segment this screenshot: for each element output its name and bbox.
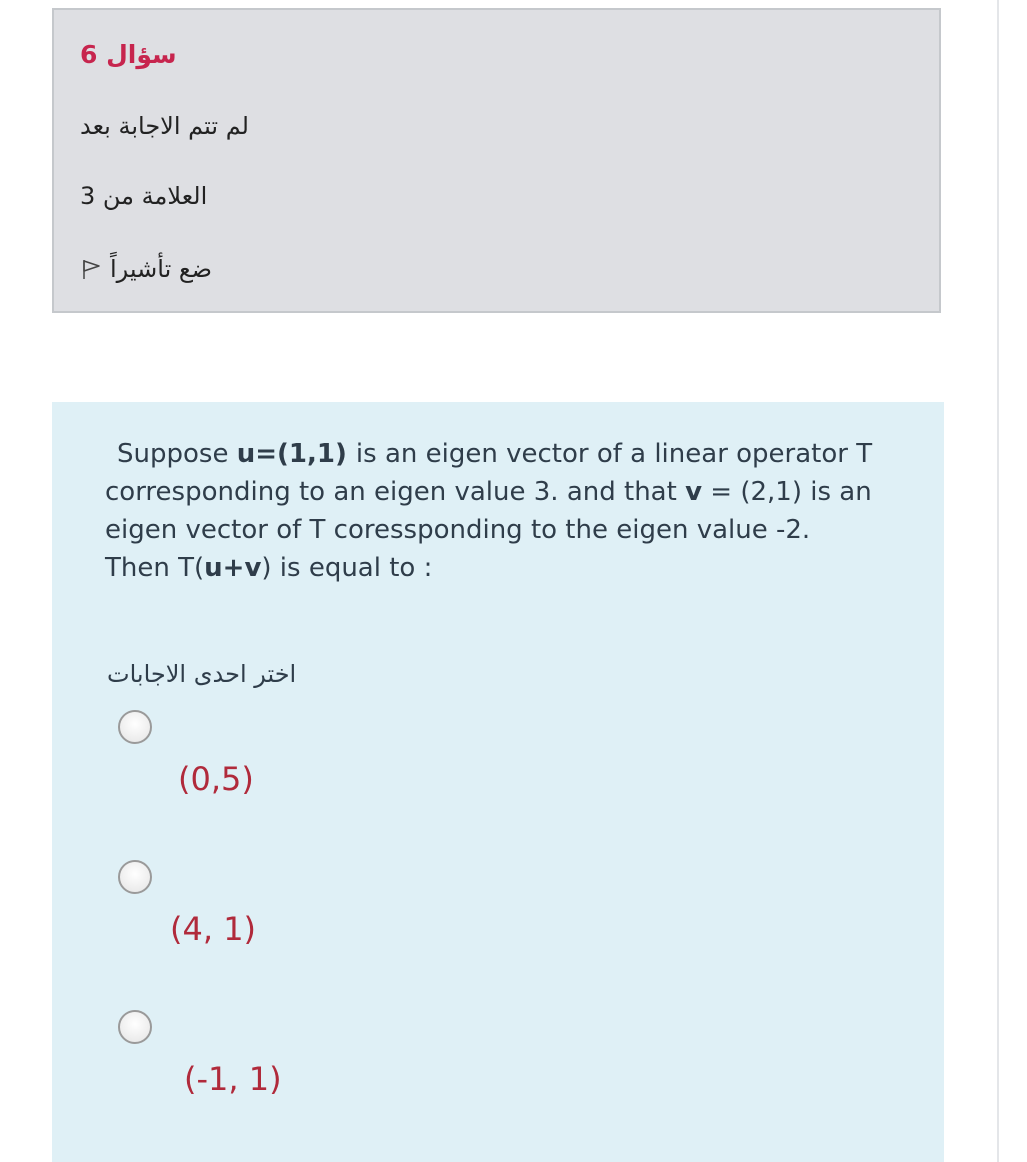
- answer-radio[interactable]: [118, 860, 152, 894]
- question-line-2: corresponding to an eigen value 3. and that v = (2,1) is an: [105, 477, 872, 507]
- question-line-3: eigen vector of T coressponding to the eigen value -2.: [105, 515, 811, 545]
- flag-question-label: ضع تأشيراً: [110, 255, 213, 283]
- vector-v: v: [685, 477, 703, 507]
- answer-option[interactable]: [118, 860, 418, 970]
- question-text: [105, 435, 895, 587]
- question-number: سؤال 6: [80, 40, 177, 69]
- answer-label[interactable]: (-1, 1): [184, 1060, 282, 1098]
- question-line-1: Suppose u=(1,1) is an eigen vector of a linear operator T: [117, 439, 873, 469]
- answer-radio[interactable]: [118, 1010, 152, 1044]
- question-state: لم تتم الاجابة بعد: [80, 112, 249, 140]
- flag-icon: [80, 258, 102, 280]
- answer-option[interactable]: [118, 1010, 418, 1120]
- vector-u: u: [236, 439, 256, 469]
- question-content-panel: [52, 402, 944, 1162]
- right-divider: [997, 0, 999, 1162]
- answer-label[interactable]: (4, 1): [170, 910, 257, 948]
- question-info-panel: [52, 8, 941, 313]
- flag-question-button[interactable]: [80, 255, 212, 283]
- question-line-4: Then T(u+v) is equal to :: [105, 553, 433, 583]
- answer-prompt: اختر احدى الاجابات: [107, 660, 297, 688]
- answer-label[interactable]: (0,5): [178, 760, 254, 798]
- answer-radio[interactable]: [118, 710, 152, 744]
- question-grade: العلامة من 3: [80, 182, 208, 210]
- answer-option[interactable]: [118, 710, 418, 820]
